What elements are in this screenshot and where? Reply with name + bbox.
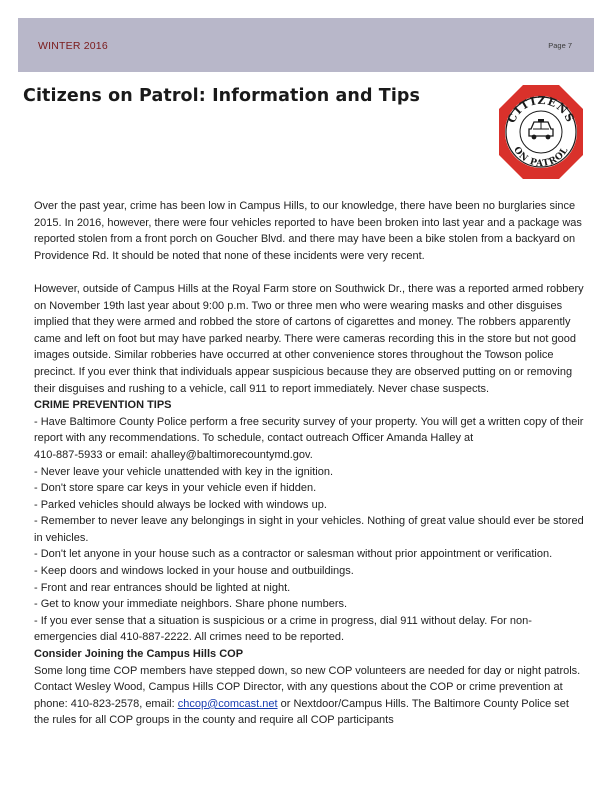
tip-item: - Remember to never leave any belongings in sight in your vehicles. Nothing of great value should ever be stored in vehicles.	[34, 515, 584, 544]
paragraph-robbery: However, outside of Campus Hills at the Royal Farm store on Southwick Dr., there was a reported armed robbery on November 19th last year about 9:00 p.m. Two or three men who were wearing masks and other disguises implied that they were armed and robbed the store of cartons of cigarettes and money. The robbers apparently came and left on foot but may have parked nearby. There were cameras recording this in the store but not good images outside. Similar robberies have occurred at other convenience stores throughout the Towson police precinct. If you ever think that individuals appear suspicious because they are observed putting on or removing their disguises and rushing to a vehicle, call 911 to report immediately. Never chase suspects.	[34, 282, 584, 395]
paragraph-join	[34, 663, 584, 729]
tip-contact: 410-887-5933 or email: ahalley@baltimorecountymd.gov.	[34, 448, 313, 461]
tip-item: - Don't store spare car keys in your vehicle even if hidden.	[34, 482, 317, 495]
tip-item: - Don't let anyone in your house such as a contractor or salesman without prior appointment or verification.	[34, 548, 553, 561]
tip-item: - Keep doors and windows locked in your house and outbuildings.	[34, 565, 354, 578]
tip-item: - Never leave your vehicle unattended with key in the ignition.	[34, 465, 334, 478]
citizens-on-patrol-badge-icon	[498, 84, 584, 180]
tip-item: - Get to know your immediate neighbors. Share phone numbers.	[34, 598, 348, 611]
article-title: Citizens on Patrol: Information and Tips	[23, 86, 421, 106]
join-text-end: or Nextdoor/Campus Hills. The Baltimore County Police set the rules for all COP groups in the county and require all COP participants	[34, 697, 569, 727]
article-body	[34, 198, 584, 729]
join-text-start: Some long time COP members have stepped down, so new COP volunteers are needed for day or night patrols. Contact Wesley Wood, Campus Hills COP Director, with any questions about the COP or crime prevention at phone: 410-823-2578, email:	[34, 664, 581, 710]
page-number: Page 7	[548, 41, 572, 50]
badge-bottom-text: ON PATROL	[511, 145, 571, 170]
issue-label: WINTER 2016	[38, 40, 108, 52]
paragraph-intro: Over the past year, crime has been low in Campus Hills, to our knowledge, there have been no burglaries since 2015. In 2016, however, there were four vehicles reported to have been broken into last year and a package was reported stolen from a front porch on Goucher Blvd. and there may have been a bike stolen from a backyard on Providence Rd. It should be noted that none of these incidents were very recent.	[34, 200, 582, 262]
tip-item: - Front and rear entrances should be lighted at night.	[34, 581, 291, 594]
tip-item: - If you ever sense that a situation is suspicious or a crime in progress, dial 911 without delay. For non-emergencies dial 410-887-2222. All crimes need to be reported.	[34, 614, 532, 644]
header-bar	[18, 18, 594, 72]
tips-heading: CRIME PREVENTION TIPS	[34, 399, 172, 412]
cop-email-link[interactable]: chcop@comcast.net	[177, 697, 278, 710]
badge-top-text: CITIZENS	[504, 93, 578, 126]
tip-security-survey: - Have Baltimore County Police perform a free security survey of your property. You will get a written copy of their report with any recommendations. To schedule, contact outreach Officer Amanda Halley at	[34, 415, 584, 445]
join-heading: Consider Joining the Campus Hills COP	[34, 648, 244, 661]
tip-item: - Parked vehicles should always be locked with windows up.	[34, 498, 327, 511]
